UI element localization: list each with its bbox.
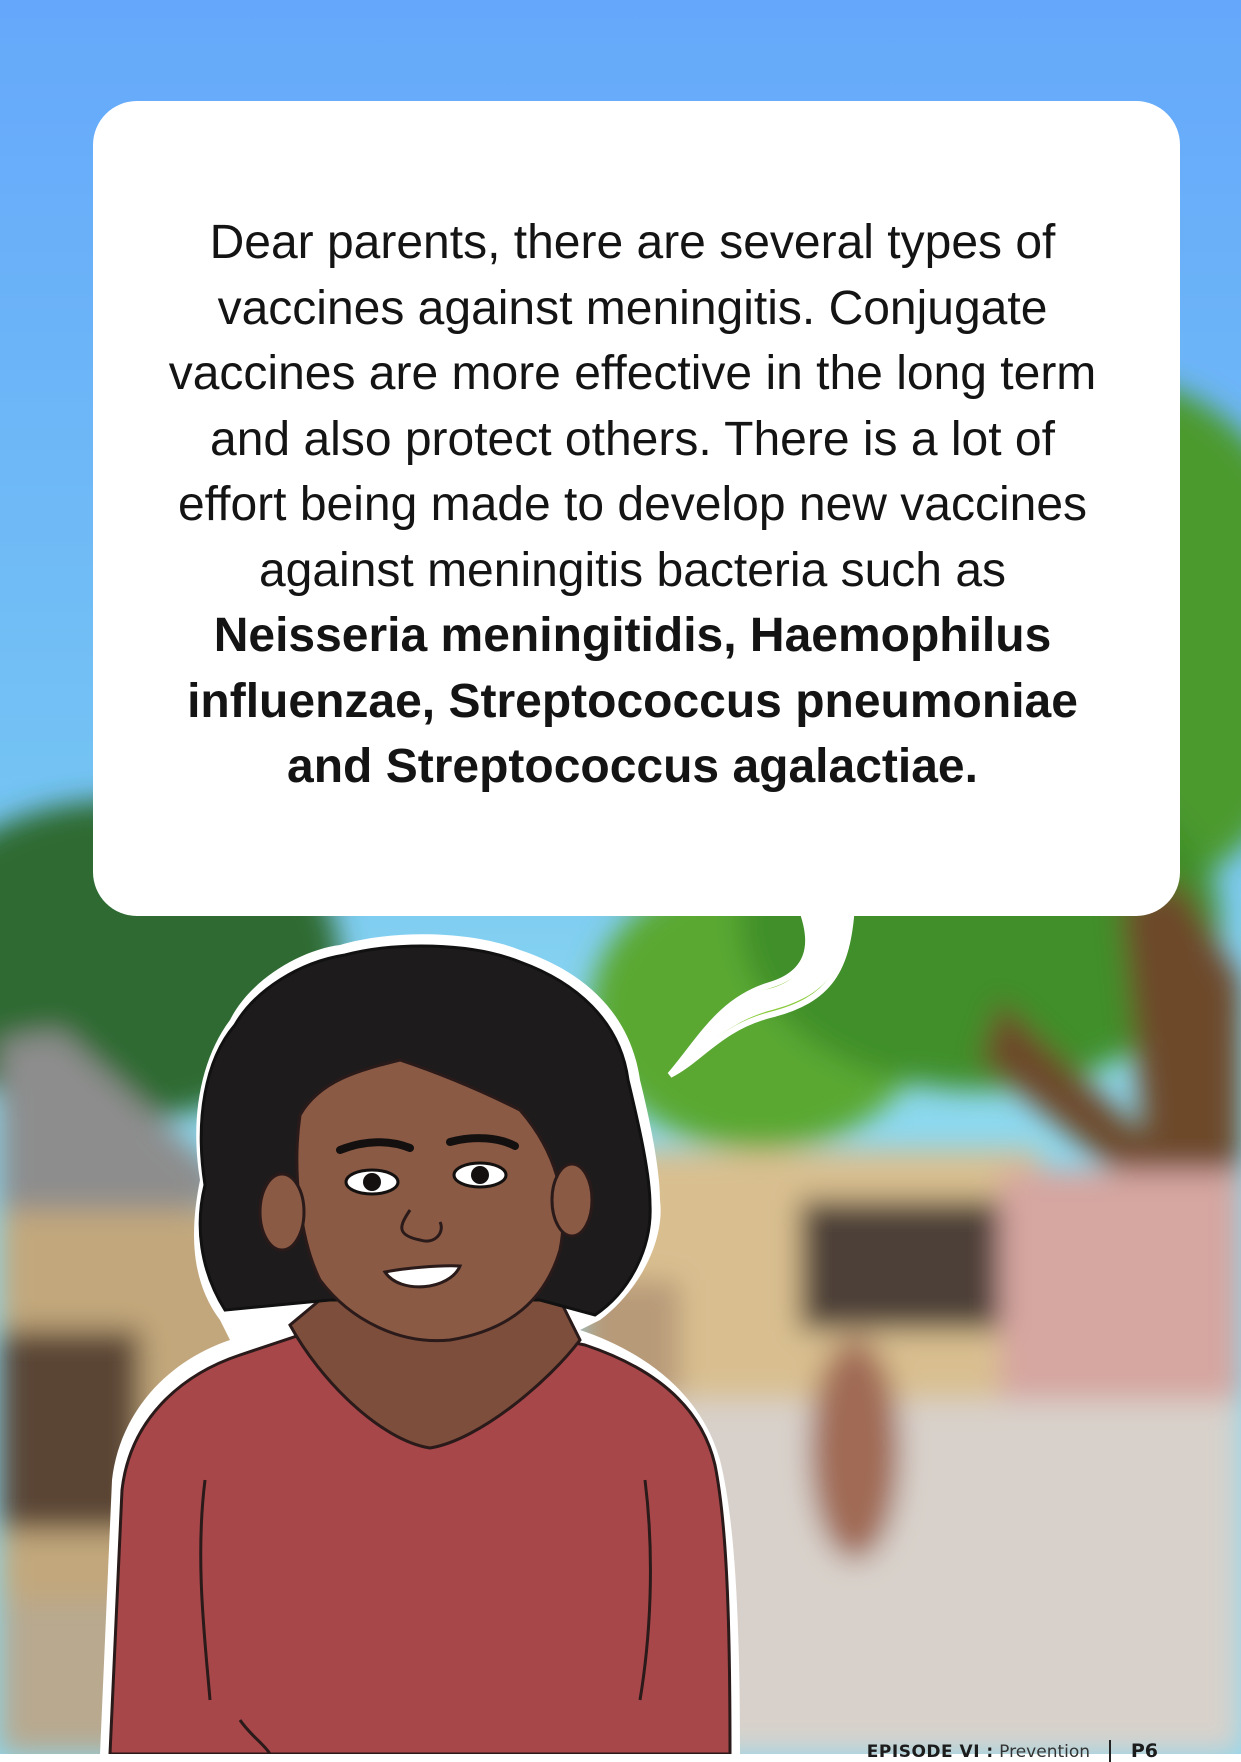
page-number: P6 (1130, 1740, 1158, 1762)
speech-intro: Dear parents, there are several types of vaccines against meningitis. Conjugate vaccines are more effective in the long term and also protect others. There is a lot of effort being made to develop new vaccines against meningitis bacteria such as (168, 216, 1097, 597)
bacteria-names: Neisseria meningitidis, Haemophilus influenzae, Streptococcus pneumoniae and Streptococcus agalactiae. (187, 609, 1078, 793)
episode-topic: Prevention (999, 1742, 1091, 1762)
page-footer (867, 1740, 1158, 1762)
episode-label: EPISODE VI : (866, 1742, 994, 1762)
speech-text (150, 210, 1115, 800)
footer-divider (1109, 1740, 1111, 1762)
